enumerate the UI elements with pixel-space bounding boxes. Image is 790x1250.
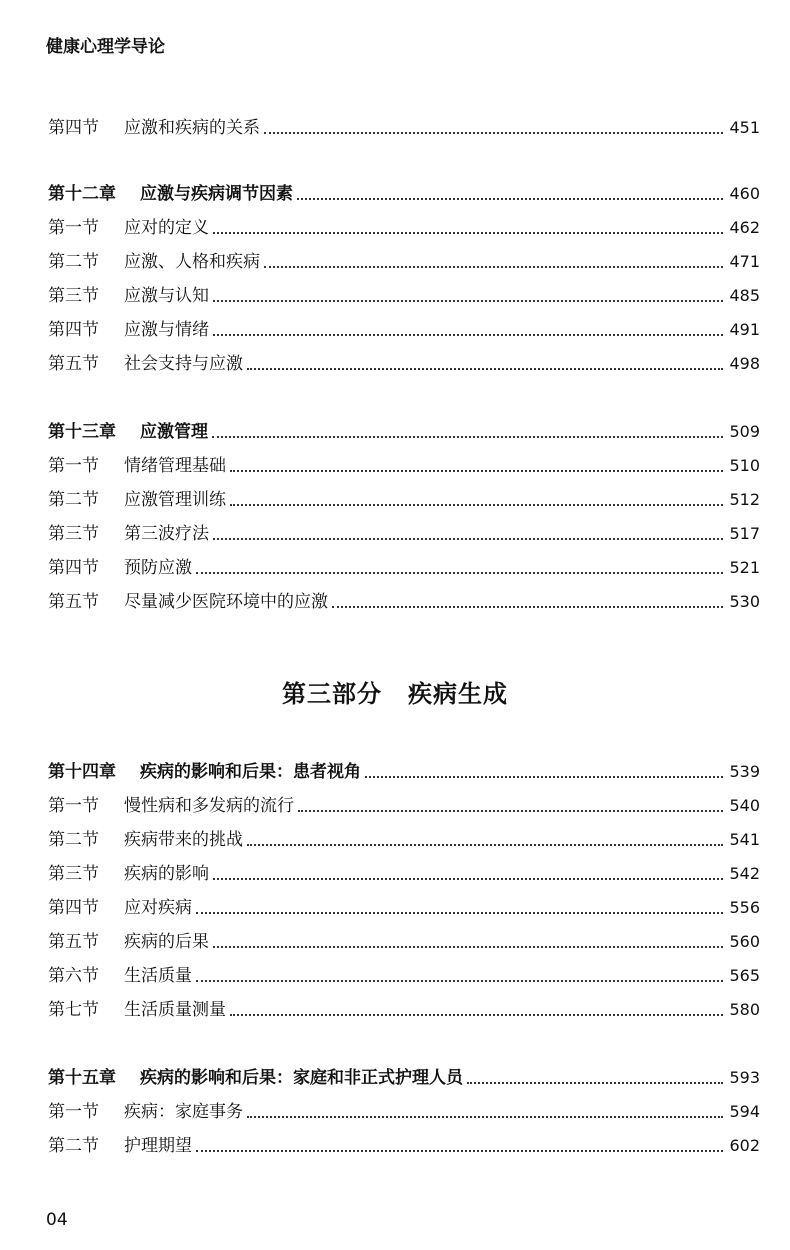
dot-leader — [196, 1150, 723, 1152]
toc-section-row — [48, 858, 760, 886]
toc-entry-page: 510 — [729, 456, 760, 475]
toc-entry-page: 560 — [729, 932, 760, 951]
toc-chapter-row — [48, 1062, 760, 1090]
toc-entry-title: 疾病：家庭事务 — [124, 1102, 243, 1122]
toc-entry-page: 565 — [729, 966, 760, 985]
toc-entry-title: 疾病的影响和后果：患者视角 — [140, 762, 361, 782]
toc-entry-page: 485 — [729, 286, 760, 305]
toc-entry-title: 第三波疗法 — [124, 524, 209, 544]
dot-leader — [467, 1082, 723, 1084]
dot-leader — [213, 878, 723, 880]
toc-entry-label: 第四节 — [48, 118, 99, 138]
toc-entry-page: 491 — [729, 320, 760, 339]
toc-entry-page: 451 — [729, 118, 760, 137]
toc-entry-page: 541 — [729, 830, 760, 849]
dot-leader — [212, 436, 723, 438]
dot-leader — [247, 1116, 723, 1118]
toc-entry-page: 462 — [729, 218, 760, 237]
dot-leader — [230, 1014, 723, 1016]
toc-chapter-row — [48, 756, 760, 784]
toc-entry-label: 第七节 — [48, 1000, 99, 1020]
toc-section-row — [48, 348, 760, 376]
toc-entry-label: 第三节 — [48, 524, 99, 544]
toc-entry-page: 539 — [729, 762, 760, 781]
toc-section-row — [48, 484, 760, 512]
toc-entry-title: 疾病的影响 — [124, 864, 209, 884]
toc-entry-title: 护理期望 — [124, 1136, 192, 1156]
toc-entry-title: 应激和疾病的关系 — [124, 118, 260, 138]
toc-entry-title: 应对的定义 — [124, 218, 209, 238]
dot-leader — [213, 232, 723, 234]
toc-section-row — [48, 586, 760, 614]
toc-entry-title: 疾病带来的挑战 — [124, 830, 243, 850]
dot-leader — [365, 776, 723, 778]
toc-entry-title: 生活质量 — [124, 966, 192, 986]
toc-section-row — [48, 892, 760, 920]
dot-leader — [247, 368, 723, 370]
toc-entry-page: 542 — [729, 864, 760, 883]
toc-chapter-row — [48, 178, 760, 206]
dot-leader — [298, 810, 723, 812]
toc-section-row — [48, 824, 760, 852]
toc-entry-title: 预防应激 — [124, 558, 192, 578]
part-heading — [0, 674, 790, 709]
toc-entry-page: 593 — [729, 1068, 760, 1087]
dot-leader — [332, 606, 723, 608]
toc-entry-label: 第十四章 — [48, 762, 116, 782]
toc-entry-page: 471 — [729, 252, 760, 271]
toc-section-row — [48, 1130, 760, 1158]
part-title: 疾病生成 — [408, 680, 508, 708]
toc-entry-page: 521 — [729, 558, 760, 577]
toc-entry-label: 第二节 — [48, 252, 99, 272]
dot-leader — [213, 300, 723, 302]
toc-entry-page: 517 — [729, 524, 760, 543]
toc-entry-page: 509 — [729, 422, 760, 441]
toc-entry-label: 第五节 — [48, 592, 99, 612]
toc-entry-page: 530 — [729, 592, 760, 611]
toc-section-row — [48, 960, 760, 988]
toc-entry-label: 第三节 — [48, 286, 99, 306]
toc-section-row — [48, 926, 760, 954]
dot-leader — [213, 946, 723, 948]
toc-entry-label: 第五节 — [48, 932, 99, 952]
dot-leader — [264, 132, 723, 134]
toc-entry-title: 应激与疾病调节因素 — [140, 184, 293, 204]
toc-chapter-row — [48, 416, 760, 444]
toc-entry-title: 应激与认知 — [124, 286, 209, 306]
toc-entry-page: 460 — [729, 184, 760, 203]
toc-entry-label: 第四节 — [48, 898, 99, 918]
dot-leader — [264, 266, 723, 268]
toc-section-row — [48, 450, 760, 478]
dot-leader — [196, 912, 723, 914]
dot-leader — [230, 504, 723, 506]
toc-section-row — [48, 314, 760, 342]
toc-section-row — [48, 518, 760, 546]
toc-entry-page: 556 — [729, 898, 760, 917]
toc-section-row — [48, 246, 760, 274]
toc-entry-page: 540 — [729, 796, 760, 815]
toc-entry-label: 第五节 — [48, 354, 99, 374]
toc-section-row — [48, 790, 760, 818]
toc-entry-label: 第二节 — [48, 830, 99, 850]
part-number: 第三部分 — [282, 680, 382, 708]
toc-entry-title: 应激与情绪 — [124, 320, 209, 340]
toc-entry-label: 第十三章 — [48, 422, 116, 442]
toc-entry-label: 第二节 — [48, 1136, 99, 1156]
toc-entry-label: 第一节 — [48, 796, 99, 816]
toc-section-row — [48, 1096, 760, 1124]
toc-section-row — [48, 212, 760, 240]
toc-entry-label: 第一节 — [48, 1102, 99, 1122]
toc-entry-title: 应激管理训练 — [124, 490, 226, 510]
toc-entry-label: 第四节 — [48, 320, 99, 340]
toc-section-row — [48, 994, 760, 1022]
dot-leader — [247, 844, 723, 846]
dot-leader — [196, 572, 723, 574]
dot-leader — [213, 538, 723, 540]
toc-entry-label: 第二节 — [48, 490, 99, 510]
page-number: 04 — [46, 1210, 68, 1230]
running-head-book-title: 健康心理学导论 — [46, 37, 165, 57]
toc-entry-title: 应激管理 — [140, 422, 208, 442]
toc-entry-title: 社会支持与应激 — [124, 354, 243, 374]
toc-section-row — [48, 280, 760, 308]
toc-entry-label: 第一节 — [48, 218, 99, 238]
dot-leader — [297, 198, 723, 200]
toc-entry-title: 疾病的后果 — [124, 932, 209, 952]
toc-entry-title: 应激、人格和疾病 — [124, 252, 260, 272]
dot-leader — [213, 334, 723, 336]
toc-entry-label: 第三节 — [48, 864, 99, 884]
toc-entry-label: 第四节 — [48, 558, 99, 578]
toc-entry-label: 第六节 — [48, 966, 99, 986]
toc-section-row — [48, 112, 760, 140]
dot-leader — [196, 980, 723, 982]
toc-entry-title: 情绪管理基础 — [124, 456, 226, 476]
dot-leader — [230, 470, 723, 472]
toc-entry-title: 疾病的影响和后果：家庭和非正式护理人员 — [140, 1068, 463, 1088]
toc-entry-page: 512 — [729, 490, 760, 509]
toc-section-row — [48, 552, 760, 580]
toc-entry-label: 第一节 — [48, 456, 99, 476]
toc-entry-page: 498 — [729, 354, 760, 373]
toc-entry-page: 594 — [729, 1102, 760, 1121]
toc-entry-title: 生活质量测量 — [124, 1000, 226, 1020]
toc-entry-title: 慢性病和多发病的流行 — [124, 796, 294, 816]
toc-entry-title: 尽量减少医院环境中的应激 — [124, 592, 328, 612]
toc-entry-page: 580 — [729, 1000, 760, 1019]
toc-entry-title: 应对疾病 — [124, 898, 192, 918]
toc-entry-page: 602 — [729, 1136, 760, 1155]
toc-entry-label: 第十五章 — [48, 1068, 116, 1088]
toc-entry-label: 第十二章 — [48, 184, 116, 204]
